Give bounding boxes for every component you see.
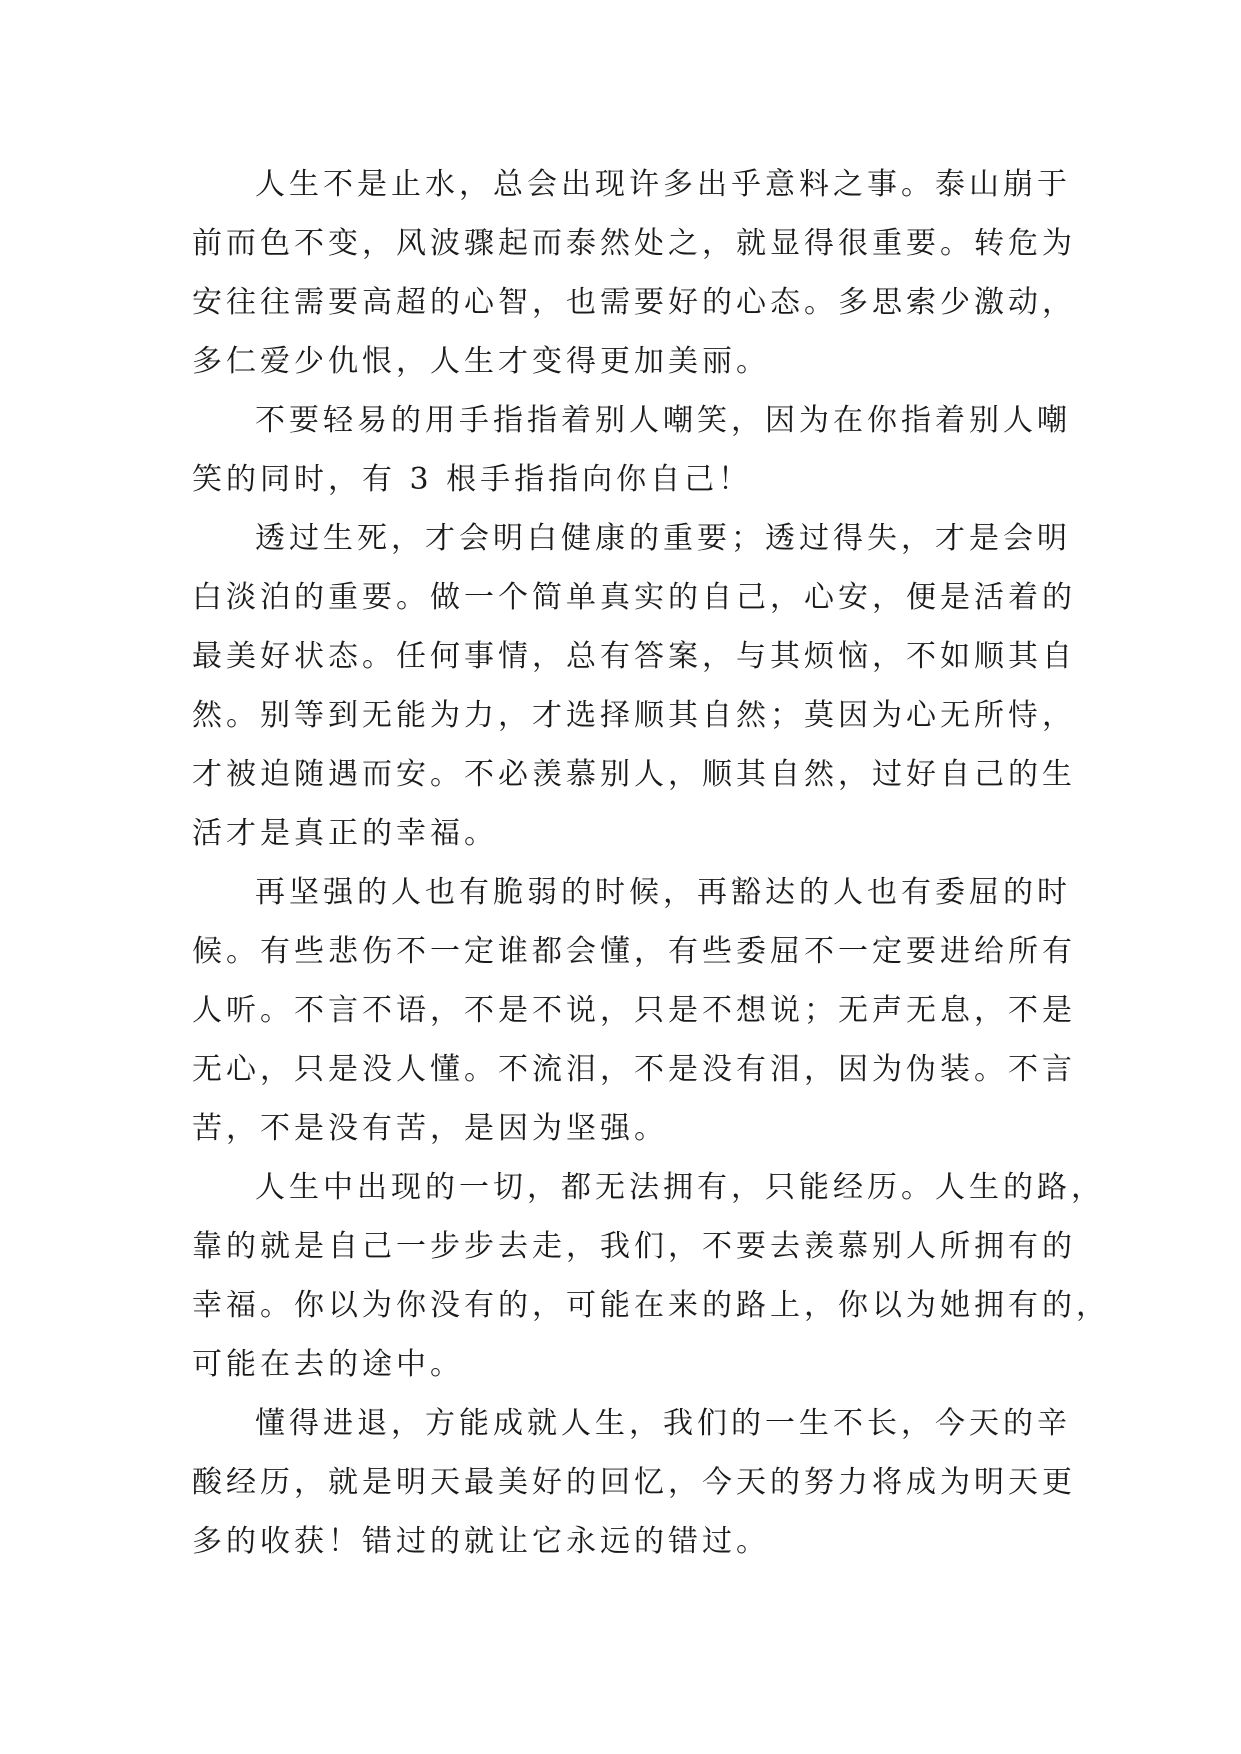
paragraph-line: 懂得进退，方能成就人生，我们的一生不长，今天的辛 — [255, 1406, 1071, 1441]
paragraph-line: 候。有些悲伤不一定谁都会懂，有些委屈不一定要进给所有 — [192, 934, 1076, 969]
paragraph-line: 活才是真正的幸福。 — [192, 816, 498, 851]
paragraph-line: 酸经历，就是明天最美好的回忆，今天的努力将成为明天更 — [192, 1465, 1076, 1500]
paragraph-line: 可能在去的途中。 — [192, 1347, 464, 1382]
paragraph-line: 幸福。你以为你没有的，可能在来的路上，你以为她拥有的， — [192, 1288, 1110, 1323]
paragraph-line: 多仁爱少仇恨，人生才变得更加美丽。 — [192, 344, 770, 379]
paragraph-line: 安往往需要高超的心智，也需要好的心态。多思索少激动， — [192, 285, 1076, 320]
paragraph-line: 靠的就是自己一步步去走，我们，不要去羡慕别人所拥有的 — [192, 1229, 1076, 1264]
paragraph-line: 最美好状态。任何事情，总有答案，与其烦恼，不如顺其自 — [192, 639, 1076, 674]
paragraph-line: 无心，只是没人懂。不流泪，不是没有泪，因为伪装。不言 — [192, 1052, 1076, 1087]
paragraph-line: 再坚强的人也有脆弱的时候，再豁达的人也有委屈的时 — [255, 875, 1071, 910]
paragraph-line: 人生中出现的一切，都无法拥有，只能经历。人生的路， — [255, 1170, 1105, 1205]
paragraph-5 — [192, 1158, 1110, 1394]
paragraph-line: 白淡泊的重要。做一个简单真实的自己，心安，便是活着的 — [192, 580, 1076, 615]
paragraph-line: 不要轻易的用手指指着别人嘲笑，因为在你指着别人嘲 — [255, 403, 1071, 438]
paragraph-line: 多的收获！错过的就让它永远的错过。 — [192, 1524, 770, 1559]
paragraph-line: 苦，不是没有苦，是因为坚强。 — [192, 1111, 668, 1146]
paragraph-line: 人听。不言不语，不是不说，只是不想说；无声无息，不是 — [192, 993, 1076, 1028]
paragraph-line: 透过生死，才会明白健康的重要；透过得失，才是会明 — [255, 521, 1071, 556]
document-body — [192, 155, 1110, 1571]
paragraph-line: 笑的同时，有 3 根手指指向你自己！ — [192, 462, 753, 497]
paragraph-3 — [192, 509, 1076, 863]
paragraph-line: 才被迫随遇而安。不必羡慕别人，顺其自然，过好自己的生 — [192, 757, 1076, 792]
paragraph-line: 然。别等到无能为力，才选择顺其自然；莫因为心无所恃， — [192, 698, 1076, 733]
paragraph-2 — [192, 391, 1072, 509]
paragraph-1 — [192, 155, 1076, 391]
paragraph-6 — [192, 1394, 1076, 1571]
paragraph-4 — [192, 863, 1076, 1158]
paragraph-line: 前而色不变，风波骤起而泰然处之，就显得很重要。转危为 — [192, 226, 1076, 261]
paragraph-line: 人生不是止水，总会出现许多出乎意料之事。泰山崩于 — [255, 167, 1071, 202]
